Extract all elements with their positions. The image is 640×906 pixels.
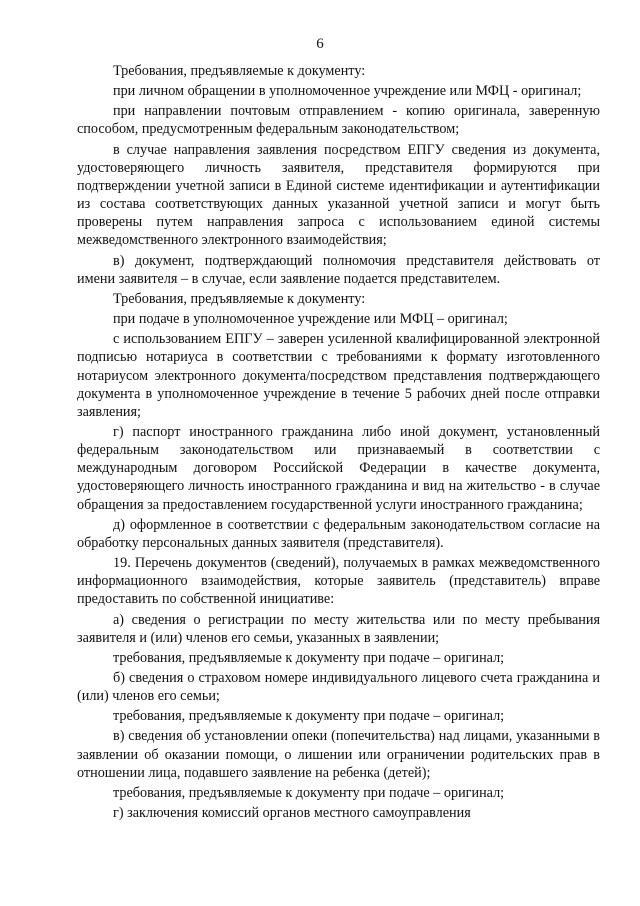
paragraph: требования, предъявляемые к документу при подаче – оригинал; [113,784,505,801]
paragraph: требования, предъявляемые к документу при подаче – оригинал; [113,708,505,725]
paragraph: при подаче в уполномоченное учреждение или МФЦ – оригинал; [113,311,508,328]
paragraph: Требования, предъявляемые к документу: [113,290,366,307]
paragraph: при направлении почтовым отправлением - копию оригинала, заверенную способом, предусмотренным федеральным законодательством; [77,103,600,138]
paragraph: б) сведения о страховом номере индивидуального лицевого счета гражданина и (или) членов его семьи; [77,670,600,705]
paragraph: требования, предъявляемые к документу при подаче – оригинал; [113,649,505,666]
paragraph: а) сведения о регистрации по месту жительства или по месту пребывания заявителя и (или) членов его семьи, указанных в заявлении; [77,611,600,646]
page-number: 6 [316,36,324,52]
paragraph: с использованием ЕПГУ – заверен усиленной квалифицированной электронной подписью нотариуса в соответствии с требованиями к формату изготовленного нотариусом электронного документа/посредством представления подтверждающего документа в уполномоченное учреждение в течение 5 рабочих дней после отправки заявления; [77,331,600,420]
paragraph: г) паспорт иностранного гражданина либо иной документ, установленный федеральным законодательством или признаваемый в соответствии с международным договором Российской Федерации в качестве документа, удостоверяющего личность иностранного гражданина и вид на жительство - в случае обращения за предоставлением государственной услуги иностранного гражданина; [77,423,600,513]
paragraph: в) документ, подтверждающий полномочия представителя действовать от имени заявителя – в случае, если заявление подается представителем. [77,252,600,287]
document-body [77,62,600,824]
paragraph: Требования, предъявляемые к документу: [113,63,366,79]
paragraph: 19. Перечень документов (сведений), получаемых в рамках межведомственного информационного взаимодействия, которые заявитель (представитель) вправе предоставить по собственной инициативе: [77,555,600,608]
paragraph: в) сведения об установлении опеки (попечительства) над лицами, указанными в заявлении об оказании помощи, о лишении или ограничении родительских прав в отношении лица, подавшего заявление на ребенка (детей); [77,728,600,781]
paragraph: при личном обращении в уполномоченное учреждение или МФЦ - оригинал; [113,83,582,100]
paragraph: в случае направления заявления посредством ЕПГУ сведения из документа, удостоверяющего личность заявителя, представителя формируются при подтверждении учетной записи в Единой системе идентификации и аутентификации из состава соответствующих данных указанной учетной записи и могут быть проверены путем направления запроса с использованием единой системы межведомственного электронного взаимодействия; [77,141,600,249]
paragraph: д) оформленное в соответствии с федеральным законодательством согласие на обработку персональных данных заявителя (представителя). [77,516,600,551]
paragraph: г) заключения комиссий органов местного самоуправления [113,805,471,822]
